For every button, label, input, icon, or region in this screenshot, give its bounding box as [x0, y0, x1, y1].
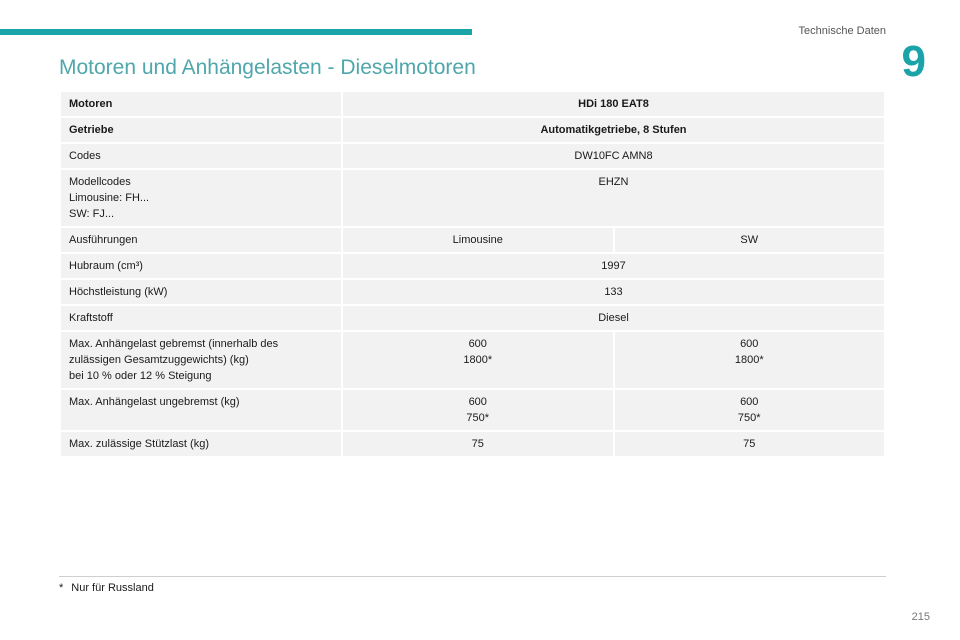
- row-label-getriebe: Getriebe: [60, 117, 342, 143]
- row-value-codes: DW10FC AMN8: [342, 143, 885, 169]
- row-label-kraftstoff: Kraftstoff: [60, 305, 342, 331]
- row-value-stuetzlast-sw: 75: [614, 431, 886, 457]
- footnote-mark: *: [59, 582, 64, 594]
- footnote-divider: [59, 576, 886, 577]
- row-label-hoechstleistung: Höchstleistung (kW): [60, 279, 342, 305]
- row-value-motoren: HDi 180 EAT8: [342, 91, 885, 117]
- table-row: [60, 143, 885, 169]
- row-value-kraftstoff: Diesel: [342, 305, 885, 331]
- footnote: [59, 582, 154, 594]
- footnote-text: Nur für Russland: [71, 582, 154, 594]
- column-header-limousine: Limousine: [342, 227, 614, 253]
- row-label-motoren: Motoren: [60, 91, 342, 117]
- table-row: [60, 169, 885, 227]
- row-value-getriebe: Automatikgetriebe, 8 Stufen: [342, 117, 885, 143]
- page-number: 215: [911, 611, 930, 623]
- row-label-stuetzlast: Max. zulässige Stützlast (kg): [60, 431, 342, 457]
- row-value-gebremst-limousine: 600 1800*: [342, 331, 614, 389]
- column-header-sw: SW: [614, 227, 886, 253]
- table-row: [60, 389, 885, 431]
- header-accent-bar: [0, 29, 472, 35]
- row-value-gebremst-sw: 600 1800*: [614, 331, 886, 389]
- row-value-hubraum: 1997: [342, 253, 885, 279]
- table-row: [60, 431, 885, 457]
- table-row: [60, 227, 885, 253]
- row-label-gebremst: Max. Anhängelast gebremst (innerhalb des zulässigen Gesamtzuggewichts) (kg) bei 10 % oder 12 % Steigung: [60, 331, 342, 389]
- table-row: [60, 253, 885, 279]
- row-value-hoechstleistung: 133: [342, 279, 885, 305]
- table-row: [60, 279, 885, 305]
- row-label-codes: Codes: [60, 143, 342, 169]
- table-row: [60, 91, 885, 117]
- section-title: Technische Daten: [798, 25, 886, 37]
- row-label-ungebremst: Max. Anhängelast ungebremst (kg): [60, 389, 342, 431]
- row-label-modellcodes: Modellcodes Limousine: FH... SW: FJ...: [60, 169, 342, 227]
- table-row: [60, 331, 885, 389]
- row-label-ausfuehrungen: Ausführungen: [60, 227, 342, 253]
- page-title: Motoren und Anhängelasten - Dieselmotoren: [59, 56, 476, 79]
- row-value-stuetzlast-limousine: 75: [342, 431, 614, 457]
- row-value-modellcodes: EHZN: [342, 169, 885, 227]
- row-value-ungebremst-limousine: 600 750*: [342, 389, 614, 431]
- row-value-ungebremst-sw: 600 750*: [614, 389, 886, 431]
- engine-specs-table: [59, 90, 886, 458]
- row-label-hubraum: Hubraum (cm³): [60, 253, 342, 279]
- table-row: [60, 117, 885, 143]
- chapter-number: 9: [901, 37, 926, 86]
- table-row: [60, 305, 885, 331]
